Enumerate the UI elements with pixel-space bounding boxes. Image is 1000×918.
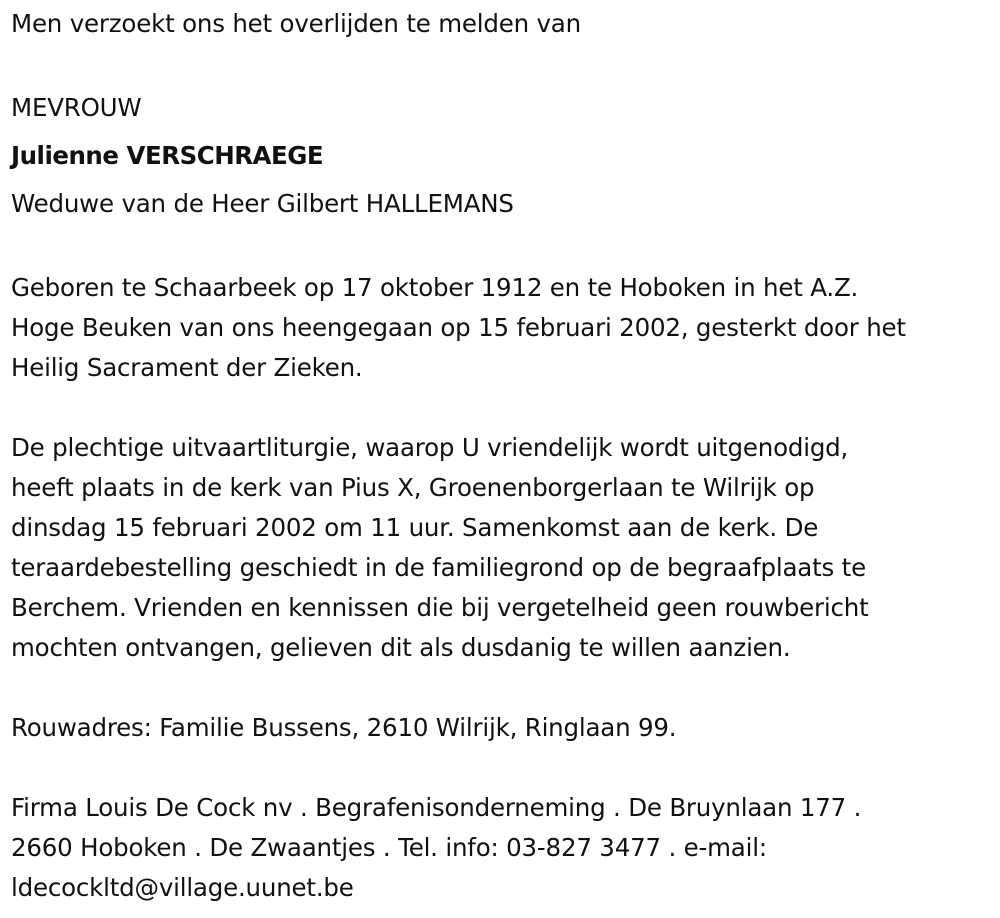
deceased-name: Julienne VERSCHRAEGE	[11, 141, 324, 170]
paragraph-line: De plechtige uitvaartliturgie, waarop U vriendelijk wordt uitgenodigd,	[11, 433, 849, 462]
spacer	[11, 44, 996, 84]
paragraph-line: mochten ontvangen, gelieven dit als dusdanig te willen aanzien.	[11, 633, 791, 662]
email-address: ldecockltd@village.uunet.be	[11, 873, 354, 902]
mourning-address-line: Rouwadres: Familie Bussens, 2610 Wilrijk, Ringlaan 99.	[11, 713, 677, 742]
spouse-line: Weduwe van de Heer Gilbert HALLEMANS	[11, 189, 514, 218]
funeral-paragraph	[11, 428, 996, 668]
paragraph-line: Hoge Beuken van ons heengegaan op 15 februari 2002, gesterkt door het	[11, 313, 906, 342]
undertaker-paragraph	[11, 788, 996, 908]
honorific-title: MEVROUW	[11, 93, 142, 122]
paragraph-line: Heilig Sacrament der Zieken.	[11, 353, 363, 382]
birth-death-paragraph	[11, 268, 996, 388]
paragraph-line: teraardebestelling geschiedt in de familiegrond op de begraafplaats te	[11, 553, 866, 582]
spacer	[11, 228, 996, 268]
paragraph-line: 2660 Hoboken . De Zwaantjes . Tel. info: 03-827 3477 . e-mail:	[11, 833, 767, 862]
spacer	[11, 388, 996, 428]
paragraph-line: Geboren te Schaarbeek op 17 oktober 1912 en te Hoboken in het A.Z.	[11, 273, 859, 302]
mourning-address	[11, 708, 996, 748]
paragraph-line: heeft plaats in de kerk van Pius X, Groenenborgerlaan te Wilrijk op	[11, 473, 815, 502]
paragraph-line: Firma Louis De Cock nv . Begrafenisonderneming . De Bruynlaan 177 .	[11, 793, 862, 822]
death-notice	[11, 4, 996, 908]
spacer	[11, 748, 996, 788]
paragraph-line: dinsdag 15 februari 2002 om 11 uur. Samenkomst aan de kerk. De	[11, 513, 819, 542]
paragraph-line: Berchem. Vrienden en kennissen die bij vergetelheid geen rouwbericht	[11, 593, 869, 622]
spacer	[11, 668, 996, 708]
intro-text	[11, 4, 996, 44]
intro-line: Men verzoekt ons het overlijden te melden van	[11, 9, 581, 38]
